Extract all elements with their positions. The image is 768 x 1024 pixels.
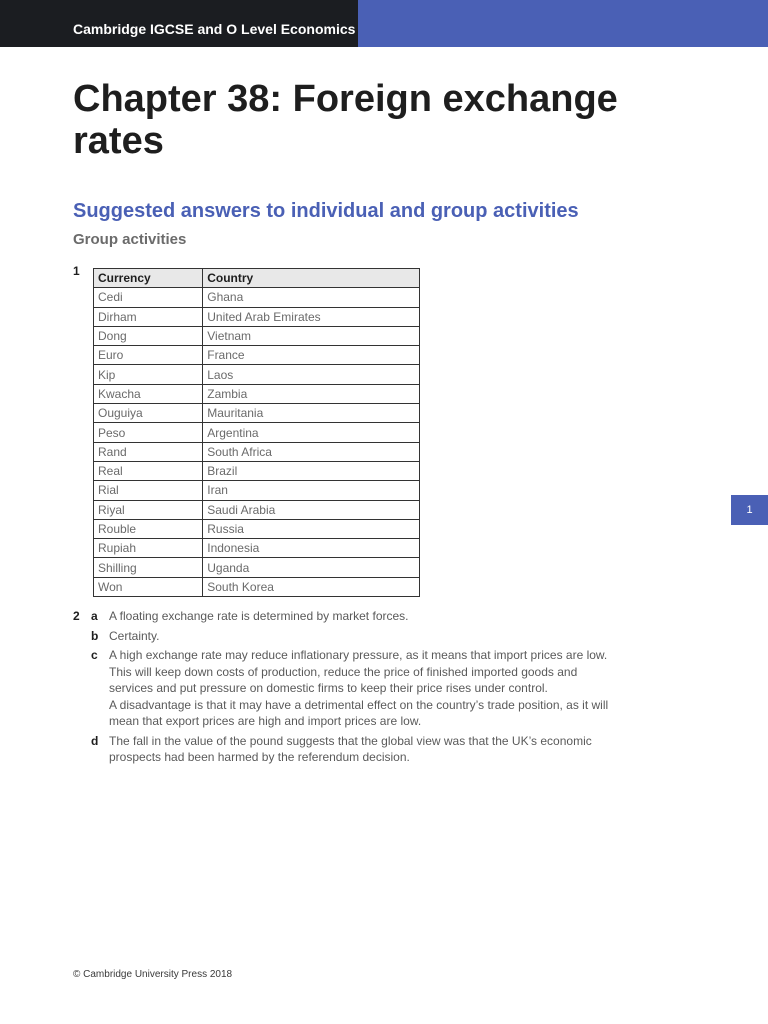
- table-row: [94, 307, 420, 326]
- page-number-tab: 1: [731, 495, 768, 525]
- footer-copyright: © Cambridge University Press 2018: [73, 969, 233, 980]
- answer-letter: b: [91, 628, 99, 643]
- answer-text: [109, 608, 611, 625]
- currency-cell: Peso: [94, 423, 203, 442]
- currency-cell: Ouguiya: [94, 404, 203, 423]
- country-cell: Zambia: [203, 384, 420, 403]
- currency-cell: Rand: [94, 442, 203, 461]
- answer-text: [109, 647, 611, 730]
- answer-item: [91, 608, 611, 625]
- country-cell: Ghana: [203, 288, 420, 307]
- answer-letter: c: [91, 648, 98, 662]
- question-1-number: 1: [73, 264, 80, 278]
- answer-letter: d: [91, 733, 99, 748]
- country-cell: Argentina: [203, 423, 420, 442]
- currency-cell: Dong: [94, 326, 203, 345]
- table-row: [94, 461, 420, 480]
- table-row: [94, 500, 420, 519]
- answer-item: [91, 647, 611, 730]
- question-2-number: 2: [73, 609, 80, 623]
- currency-cell: Riyal: [94, 500, 203, 519]
- country-cell: South Korea: [203, 577, 420, 596]
- country-cell: Indonesia: [203, 539, 420, 558]
- currency-country-table: [93, 268, 420, 597]
- answer-paragraph: Certainty.: [109, 628, 160, 643]
- table-row: [94, 558, 420, 577]
- table-row: [94, 481, 420, 500]
- country-cell: Uganda: [203, 558, 420, 577]
- answer-paragraph: A floating exchange rate is determined by market forces.: [109, 609, 409, 623]
- country-cell: Brazil: [203, 461, 420, 480]
- section-heading: Suggested answers to individual and group activities: [73, 200, 579, 222]
- table-row: [94, 577, 420, 596]
- table-row: [94, 365, 420, 384]
- table-header-row: [94, 269, 420, 288]
- table-header-currency: Currency: [94, 269, 203, 288]
- country-cell: Mauritania: [203, 404, 420, 423]
- country-cell: Vietnam: [203, 326, 420, 345]
- table-row: [94, 288, 420, 307]
- currency-cell: Dirham: [94, 307, 203, 326]
- answer-text: [109, 628, 611, 645]
- currency-cell: Kip: [94, 365, 203, 384]
- currency-cell: Rupiah: [94, 539, 203, 558]
- question-2-answers: [91, 608, 611, 769]
- answer-item: [91, 733, 611, 766]
- table-row: [94, 346, 420, 365]
- country-cell: Saudi Arabia: [203, 500, 420, 519]
- country-cell: Laos: [203, 365, 420, 384]
- country-cell: United Arab Emirates: [203, 307, 420, 326]
- country-cell: South Africa: [203, 442, 420, 461]
- currency-cell: Rial: [94, 481, 203, 500]
- currency-cell: Shilling: [94, 558, 203, 577]
- answer-letter: a: [91, 609, 98, 623]
- currency-cell: Won: [94, 577, 203, 596]
- currency-cell: Kwacha: [94, 384, 203, 403]
- table-body: [94, 288, 420, 597]
- table-row: [94, 519, 420, 538]
- sub-heading: Group activities: [73, 231, 187, 248]
- answer-paragraph: The fall in the value of the pound suggests that the global view was that the UK’s economic prospects had been harmed by the referendum decision.: [109, 733, 592, 764]
- currency-cell: Cedi: [94, 288, 203, 307]
- header-title: Cambridge IGCSE and O Level Economics: [73, 21, 356, 37]
- table-row: [94, 404, 420, 423]
- chapter-title: Chapter 38: Foreign exchange rates: [73, 78, 618, 162]
- table-row: [94, 442, 420, 461]
- answer-paragraph: A disadvantage is that it may have a detrimental effect on the country’s trade position, as it will mean that export prices are high and import prices are low.: [109, 697, 609, 728]
- header-bar-blue: [358, 0, 768, 47]
- table-row: [94, 423, 420, 442]
- answer-item: [91, 628, 611, 645]
- currency-cell: Euro: [94, 346, 203, 365]
- table-row: [94, 384, 420, 403]
- answer-paragraph: A high exchange rate may reduce inflationary pressure, as it means that import prices are low. This will keep down costs of production, reduce the price of finished imported goods and services and put pressure on domestic firms to keep their price rises under control.: [109, 648, 608, 695]
- currency-cell: Rouble: [94, 519, 203, 538]
- country-cell: Russia: [203, 519, 420, 538]
- table-row: [94, 539, 420, 558]
- answer-text: [109, 733, 611, 766]
- country-cell: France: [203, 346, 420, 365]
- table-header-country: Country: [203, 269, 420, 288]
- table-row: [94, 326, 420, 345]
- country-cell: Iran: [203, 481, 420, 500]
- currency-cell: Real: [94, 461, 203, 480]
